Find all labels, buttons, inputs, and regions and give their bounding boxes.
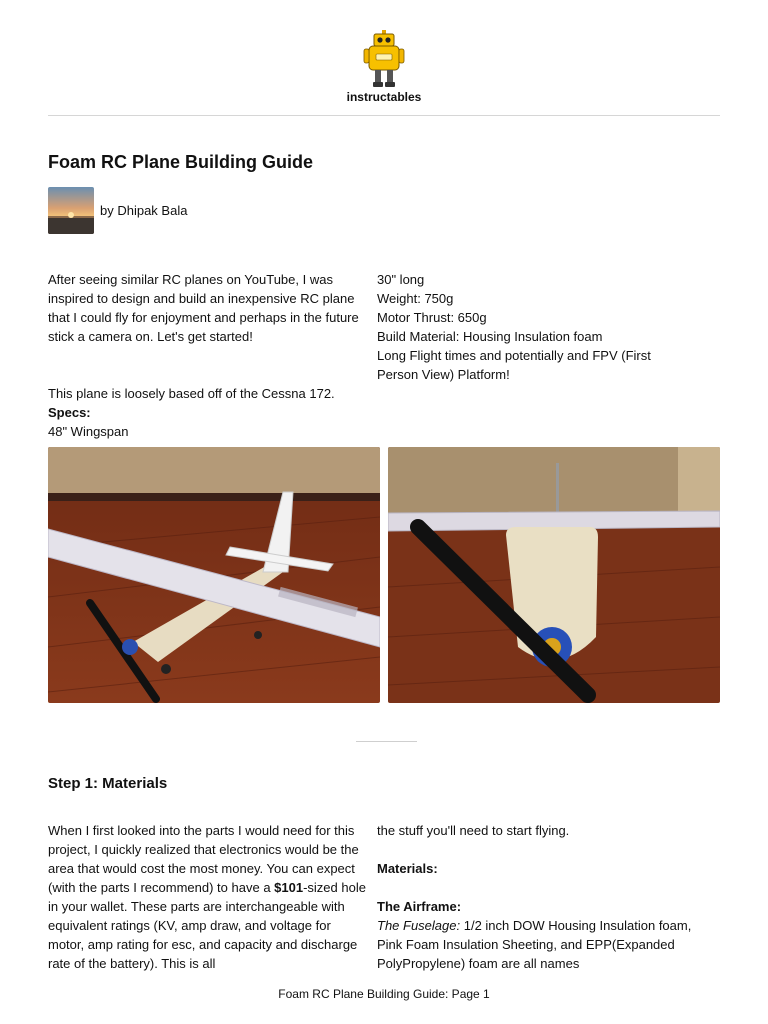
- step1-paragraph: [48, 821, 368, 973]
- spec-weight: Weight: 750g: [377, 291, 454, 306]
- specs-heading: Specs:: [48, 405, 91, 420]
- intro-paragraph: After seeing similar RC planes on YouTube, I was inspired to design and build an inexpensive RC plane that I could fly for enjoyment and perhaps in the future stick a camera on. Let's get started!: [48, 272, 359, 344]
- spec-length: 30" long: [377, 272, 425, 287]
- section-divider: [356, 741, 417, 742]
- step1-right-column: [377, 821, 693, 973]
- fuselage-text: 1/2 inch DOW Housing Insulation foam, Pink Foam Insulation Sheeting, and EPP(Expanded PolyPropylene) foam are all names: [377, 918, 692, 971]
- step1-text-b: -sized hole in your wallet. These parts are interchangeable with equivalent ratings (KV, amp draw, and voltage for motor, amp rating for esc, and capacity and discharge rate of the battery). This is all: [48, 880, 366, 971]
- fuselage-label: The Fuselage:: [377, 918, 461, 933]
- intro-left-column: [48, 270, 368, 441]
- step1-continuation: the stuff you'll need to start flying.: [377, 823, 570, 838]
- step1-left-column: [48, 821, 368, 973]
- instructables-robot-logo[interactable]: [362, 30, 406, 88]
- spec-thrust: Motor Thrust: 650g: [377, 310, 487, 325]
- spec-flight: Long Flight times and potentially and FPV (First Person View) Platform!: [377, 348, 651, 382]
- spec-material: Build Material: Housing Insulation foam: [377, 329, 603, 344]
- materials-heading: Materials:: [377, 861, 438, 876]
- step1-text-a: When I first looked into the parts I would need for this project, I quickly realized that electronics would be the area that would cost the most money. You can expect (with the parts I recommend) to have a: [48, 823, 359, 895]
- brand-name[interactable]: instructables: [346, 90, 422, 104]
- airframe-heading: The Airframe:: [377, 899, 462, 914]
- spec-wingspan: 48" Wingspan: [48, 424, 129, 439]
- intro-right-column: [377, 270, 677, 384]
- header-divider: [48, 115, 720, 116]
- site-header: [0, 30, 768, 104]
- intro-cessna-note: This plane is loosely based off of the Cessna 172.: [48, 386, 335, 401]
- page-title: Foam RC Plane Building Guide: [48, 152, 314, 172]
- page-footer: Foam RC Plane Building Guide: Page 1: [278, 987, 490, 1001]
- step-1-title: Step 1: Materials: [48, 775, 168, 792]
- plane-photo-front[interactable]: [388, 447, 720, 703]
- author-byline[interactable]: by Dhipak Bala: [100, 203, 188, 218]
- author-avatar[interactable]: [48, 187, 94, 234]
- step1-price: $101: [274, 880, 304, 895]
- fuselage-paragraph: [377, 916, 693, 973]
- plane-photo-side[interactable]: [48, 447, 380, 703]
